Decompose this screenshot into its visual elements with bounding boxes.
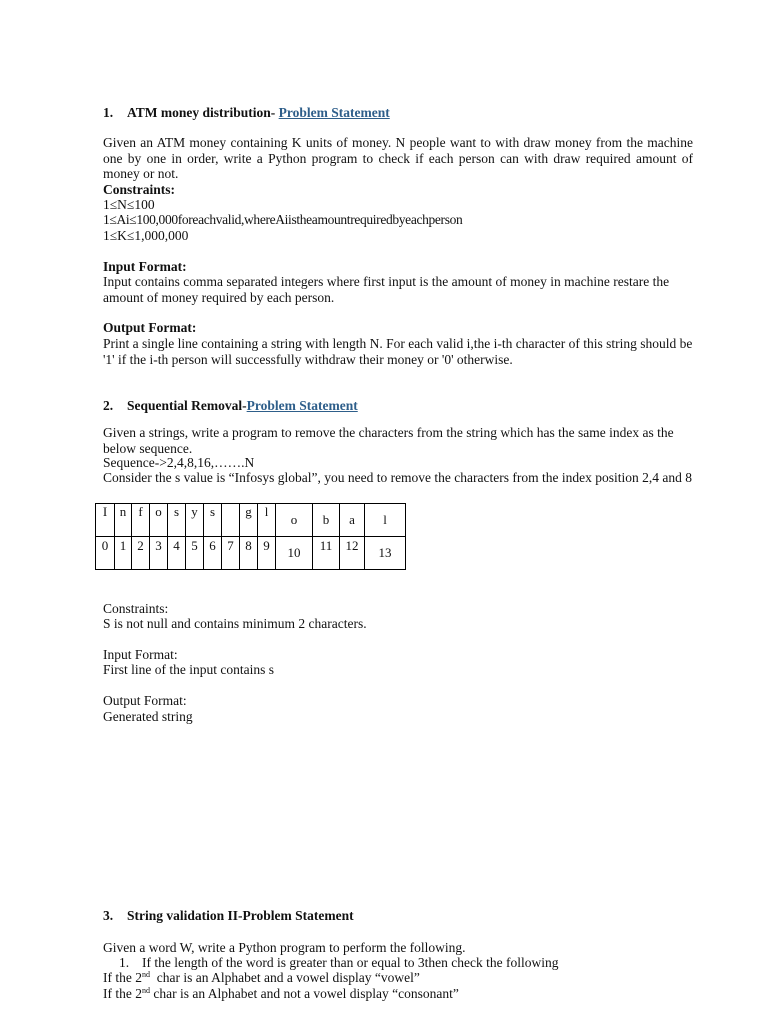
table-cell: 13	[365, 537, 406, 570]
table-cell	[222, 504, 240, 537]
table-cell: 6	[204, 537, 222, 570]
problem-statement-link[interactable]: Problem Statement	[278, 105, 390, 120]
table-cell: 3	[150, 537, 168, 570]
table-cell: f	[132, 504, 150, 537]
table-cell: 12	[340, 537, 365, 570]
table-cell: 9	[258, 537, 276, 570]
section-3-intro: Given a word W, write a Python program to perform the following.	[103, 940, 466, 955]
section-title: ATM money distribution-	[127, 105, 279, 120]
rule-line	[103, 986, 459, 1002]
table-cell: b	[313, 504, 340, 537]
ordinal-suffix: nd	[141, 986, 150, 995]
rule-line	[103, 970, 420, 986]
constraint-line: 1≤N≤100	[103, 197, 155, 212]
table-cell: y	[186, 504, 204, 537]
table-cell: l	[258, 504, 276, 537]
section-2-intro: Given a strings, write a program to remove the characters from the string which has the same index as the below sequence.	[103, 425, 674, 456]
section-title: Sequential Removal-	[127, 398, 247, 413]
table-cell: 11	[313, 537, 340, 570]
problem-statement-link[interactable]: Problem Statement	[246, 398, 358, 413]
table-cell: 5	[186, 537, 204, 570]
rule-text: If the 2	[103, 986, 142, 1001]
rule-text: If the 2	[103, 970, 142, 985]
ordinal-suffix: nd	[141, 970, 150, 979]
table-cell: o	[150, 504, 168, 537]
section-title: String validation II-Problem Statement	[127, 908, 354, 923]
section-2-heading	[103, 398, 358, 414]
table-row-chars	[96, 504, 406, 537]
consider-text: Consider the s value is “Infosys global”, you need to remove the characters from the index position 2,4 and 8	[103, 470, 692, 485]
constraint-line: 1≤Ai≤100,000foreachvalid,whereAiistheamountrequiredbyeachperson	[103, 212, 463, 227]
list-item-text: If the length of the word is greater than or equal to 3then check the following	[142, 955, 559, 970]
table-cell: n	[115, 504, 132, 537]
table-cell: s	[204, 504, 222, 537]
table-cell: 4	[168, 537, 186, 570]
table-cell: 10	[276, 537, 313, 570]
section-2-output-label: Output Format:	[103, 693, 187, 708]
section-2-output-text: Generated string	[103, 709, 193, 724]
index-table	[95, 503, 406, 570]
section-1-constraints-label: Constraints:	[103, 182, 176, 197]
list-item	[119, 955, 559, 971]
section-1-input-label: Input Format:	[103, 259, 187, 274]
table-cell: o	[276, 504, 313, 537]
table-cell: g	[240, 504, 258, 537]
table-cell: 0	[96, 537, 115, 570]
table-cell: 8	[240, 537, 258, 570]
table-cell: s	[168, 504, 186, 537]
table-cell: l	[365, 504, 406, 537]
table-cell: 1	[115, 537, 132, 570]
section-2-constraints-label: Constraints:	[103, 601, 169, 616]
section-number: 3.	[103, 908, 114, 923]
sequence-line: Sequence->2,4,8,16,…….N	[103, 455, 255, 470]
section-2-constraints-text: S is not null and contains minimum 2 characters.	[103, 616, 367, 631]
table-cell: 2	[132, 537, 150, 570]
section-1-heading	[103, 105, 390, 121]
section-1-output-text: Print a single line containing a string with length N. For each valid i,the i-th character of this string should be '1' if the i-th person will successfully withdraw their money or '0' otherwise.	[103, 336, 693, 367]
table-cell: I	[96, 504, 115, 537]
list-item-number: 1.	[119, 955, 130, 970]
rule-text: char is an Alphabet and not a vowel display “consonant”	[149, 986, 459, 1001]
section-1-input-text: Input contains comma separated integers where first input is the amount of money in machine restare the amount of money required by each person.	[103, 274, 670, 305]
section-number: 1.	[103, 105, 114, 120]
table-cell: a	[340, 504, 365, 537]
section-2-input-label: Input Format:	[103, 647, 178, 662]
constraint-line: 1≤K≤1,000,000	[103, 228, 189, 243]
table-cell: 7	[222, 537, 240, 570]
rule-text: char is an Alphabet and a vowel display “vowel”	[149, 970, 420, 985]
section-2-input-text: First line of the input contains s	[103, 662, 274, 677]
section-1-intro: Given an ATM money containing K units of money. N people want to with draw money from the machine one by one in order, write a Python program to check if each person can with draw required amount of money or not.	[103, 135, 693, 181]
table-row-indices	[96, 537, 406, 570]
section-number: 2.	[103, 398, 114, 413]
section-3-heading	[103, 908, 354, 924]
section-1-output-label: Output Format:	[103, 320, 197, 335]
